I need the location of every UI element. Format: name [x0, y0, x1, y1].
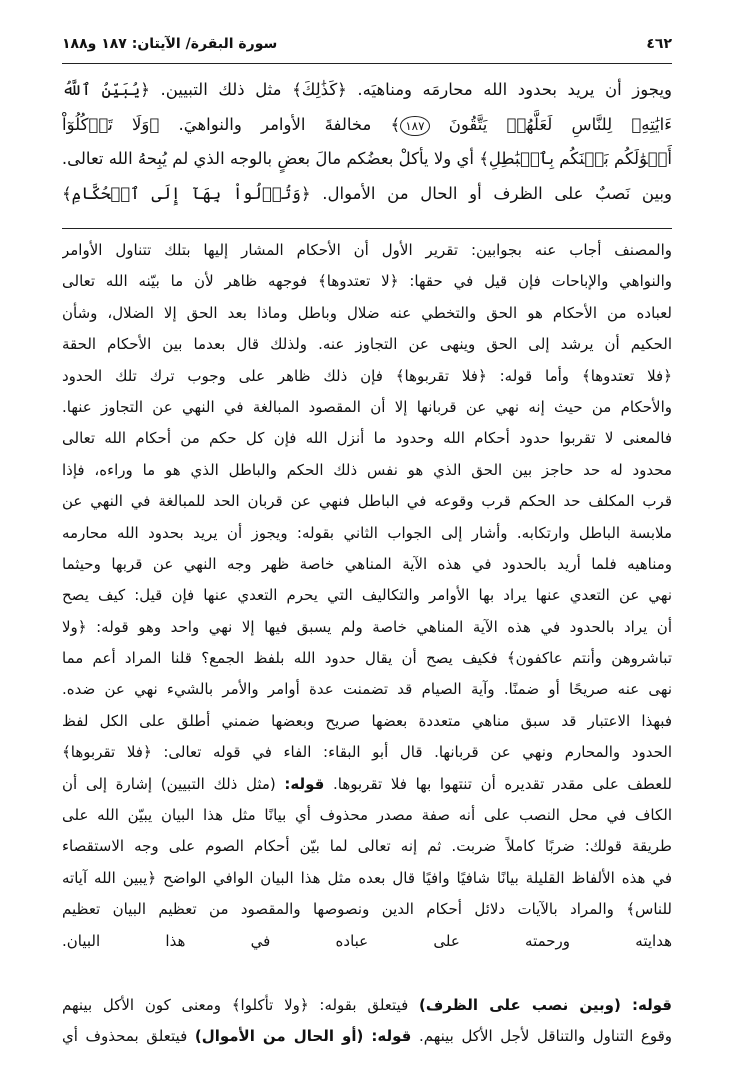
text-segment: للناس﴾ والمراد بالآيات دلائل أحكام الدين ونصوصها والمقصود من تعظيم البيان تعظيم [62, 900, 672, 919]
text-segment: الحدود والمحارم ونهي عن قربانها. قال أبو البقاء: الفاء في قوله تعالى: ﴿فلا تقربوها﴾ [62, 743, 672, 762]
text-line [62, 643, 672, 674]
text-segment: قرب المكلف حد الحكم قرب وقوعه في الباطل فنهي عن قربان الحد للمبالغة في النهي عن [62, 492, 672, 511]
text-line [62, 769, 672, 800]
running-header [62, 36, 672, 60]
quran-quote: ﴿وَلَا تَأۡكُلُوٓاْ [62, 114, 160, 134]
text-line [62, 329, 672, 360]
text-segment: والمصنف أجاب عنه بجوابين: تقرير الأول أن الأحكام المشار إليها بتلك تتناول الأوامر [62, 241, 672, 259]
text-segment: أن يراد بالحدود في هذه الآية المناهي خاصة ولم يسبق فيها إلا نهي واحد وهو قوله: ﴿ولا [62, 617, 672, 636]
bold-lemma: قوله: (وبين نصب على الظرف) [419, 996, 672, 1014]
text-line [62, 73, 672, 108]
text-line [62, 486, 672, 517]
quran-quote: ﴿يُبَيِّنُ ٱللَّهُ [62, 80, 150, 99]
quran-quote: أَمۡوَٰلَكُم بَيۡنَكُم بِٱلۡبَٰطِلِ﴾ [479, 149, 672, 168]
text-segment: ملابسة الباطل وارتكابه. وأشار إلى الجواب الثاني بقوله: ويجوز أن يريد بحدود الله محارمه [62, 523, 672, 542]
text-segment: ومناهيه فلما أريد بالحدود في هذه الآية المناهي خاصة ظهر وجه النهي عن قربها وحيثما [62, 554, 672, 573]
page-number: ٤٦٢ [646, 36, 672, 52]
text-line [62, 518, 672, 549]
header-rule [62, 63, 672, 64]
text-line [62, 423, 672, 454]
text-line [62, 177, 672, 212]
text-line [62, 737, 672, 768]
text-segment: (مثل ذلك التبيين) إشارة إلى أن [62, 774, 285, 793]
text-line [62, 894, 672, 925]
text-line [62, 235, 672, 266]
text-segment: تباشروهن وأنتم عاكفون﴾ فكيف يصح أن يقال حدود الله بلفظ الجمع؟ قلنا المراد أعم مما [62, 649, 672, 668]
text-segment: نهى عنه صريحًا أو ضمنًا. وآية الصيام قد تضمنت عدة أوامر والأمر بالشيء نهي عن ضده. [62, 680, 672, 699]
commentary-block [62, 235, 672, 957]
text-line [62, 549, 672, 580]
quran-text-block [62, 73, 672, 211]
quran-quote: ءَايَٰتِهِۦ لِلنَّاسِ لَعَلَّهُمۡ يَتَّقُونَ [429, 114, 672, 134]
text-line [62, 612, 672, 643]
bold-lemma: قوله: (أو الحال من الأموال) [194, 1027, 412, 1046]
bold-lemma: قوله: [284, 774, 325, 793]
text-line [62, 361, 672, 392]
text-segment: طريقة قولك: ضربًا كاملاً ضربت. ثم إنه تعالى لما بيّن أحكام الصوم على وجه الاستقصاء [62, 837, 672, 856]
text-segment: هدايته ورحمته على عباده في هذا البيان. [62, 931, 672, 950]
text-segment: في هذه الألفاظ القليلة بيانًا شافيًا وافيًا قال بعده مثل هذا البيان الوافي الواضح ﴿يبين الله آياته [62, 868, 672, 887]
verse-number-marker: ١٨٧ [400, 116, 429, 136]
text-segment: مثل ذلك التبيين. [149, 80, 293, 99]
text-line [62, 926, 672, 957]
text-line [62, 142, 672, 177]
text-segment: فيتعلق بمحذوف أي [62, 1027, 195, 1046]
text-segment: أي ولا يأكلْ بعضُكم مالَ بعضٍ بالوجه الذي لم يُبِحهُ الله تعالى. [62, 149, 480, 168]
text-line [62, 800, 672, 831]
text-line [62, 831, 672, 862]
text-line [62, 580, 672, 611]
text-line [62, 863, 672, 894]
text-segment: وقوع التناول والتناقل لأجل الأكل بينهم. [411, 1027, 672, 1046]
text-line [62, 706, 672, 737]
text-segment: فبهذا الاعتبار قد سبق مناهي متعددة بعضها صريح وبعضها ضمني أطلق على الكل لفظ [62, 711, 672, 730]
text-segment: لعباده من الأحكام هو الحق والتخطي عنه ضلال وباطل وماذا بعد الحق إلا الضلال، وشأن [62, 303, 672, 322]
text-line [62, 990, 672, 1021]
quran-quote: ﴿وَتُدۡلُواْ بِهَآ إِلَى ٱلۡحُكَّامِ﴾ [62, 183, 311, 203]
text-segment: ﴾ مخالفةَ الأوامر والنواهيَ. [159, 114, 401, 134]
text-segment: للعطف على مقدر تقديره أن تنتهوا بها فلا تقربوها. [324, 774, 672, 793]
text-line [62, 455, 672, 486]
text-line [62, 392, 672, 423]
text-segment: فيتعلق بقوله: ﴿ولا تأكلوا﴾ ومعنى كون الأكل بينهم [62, 996, 419, 1014]
text-segment: الحكيم أن يرشد إلى الحق وينهى عن التجاوز عنه. ولذلك قال بعدما بين الأحكام الحقة [62, 335, 672, 354]
text-line [62, 108, 672, 143]
text-line [62, 1021, 672, 1052]
text-segment: والنواهي والإباحات فإن قيل في حقها: ﴿لا تعتدوها﴾ فوجهه ظاهر لأن ما بيّنه الله تعالى [62, 272, 672, 291]
quran-quote: ﴿كَذَٰلِكَ﴾ [292, 80, 347, 99]
text-segment: ويجوز أن يريد بحدود الله محارمَه ومناهيَه. [346, 80, 672, 99]
commentary-continuation [62, 990, 672, 1053]
text-line [62, 674, 672, 705]
text-segment: نهي عن التعدي عنها يراد بها الأوامر والتكاليف التي يحرم التعدي عنها فإن قيل: كيف يصح [62, 586, 672, 605]
text-segment: الكاف في محل النصب على أنه صفة مصدر محذوف أي بيانًا مثل هذا البيان يبيّن الله على [62, 806, 672, 825]
text-segment: والأحكام من حيث إنه نهي عن قربانها إلا أن المقصود المبالغة في النهي عن التجاوز عنها. [62, 397, 672, 416]
text-segment: وبين نَصبٌ على الظرف أو الحال من الأموال. [310, 183, 672, 203]
text-line [62, 266, 672, 297]
text-line [62, 298, 672, 329]
text-segment: ﴿فلا تعتدوها﴾ وأما قوله: ﴿فلا تقربوها﴾ فإن ذلك ظاهر على وجوب ترك تلك الحدود [62, 366, 672, 385]
text-segment: فالمعنى لا تقربوا حدود أحكام الله وحدود ما أنزل الله فإن كل حكم من أحكام الله تعالى [62, 429, 672, 448]
running-title: سورة البقرة/ الآيتان: ١٨٧ و١٨٨ [62, 36, 278, 52]
section-divider [62, 228, 672, 229]
text-segment: محدود له حد حاجز بين الحق الذي هو نفس ذلك الحكم والباطل الذي هو ما وراءه، فإذا [62, 460, 672, 479]
